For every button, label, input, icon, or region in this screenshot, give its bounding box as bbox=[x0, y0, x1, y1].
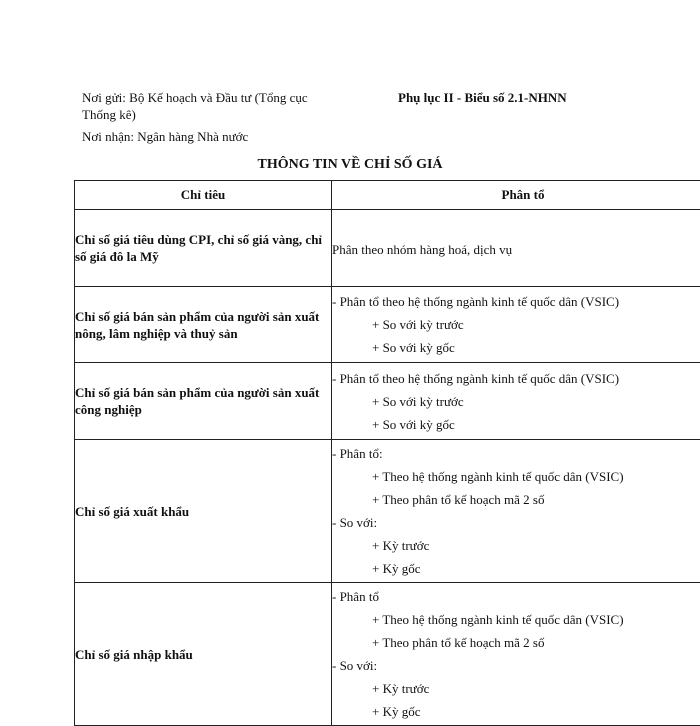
column-header-indicator: Chỉ tiêu bbox=[75, 181, 332, 210]
breakdown-line: + Kỳ gốc bbox=[332, 700, 700, 723]
indicator-cell: Chỉ số giá xuất khẩu bbox=[75, 440, 332, 583]
indicator-cell: Chỉ số giá bán sản phẩm của người sản xuất nông, lâm nghiệp và thuỷ sản bbox=[75, 287, 332, 363]
breakdown-line: + Kỳ trước bbox=[332, 534, 700, 557]
breakdown-line: + Theo phân tổ kế hoạch mã 2 số bbox=[332, 488, 700, 511]
breakdown-line: + So với kỳ trước bbox=[332, 390, 700, 413]
table-header-row bbox=[75, 181, 700, 210]
appendix-label: Phụ lục II - Biểu số 2.1-NHNN bbox=[398, 89, 567, 106]
breakdown-line: + So với kỳ trước bbox=[332, 313, 700, 336]
breakdown-line: Phân theo nhóm hàng hoá, dịch vụ bbox=[332, 238, 700, 261]
breakdown-line: + Theo hệ thống ngành kinh tế quốc dân (VSIC) bbox=[332, 608, 700, 631]
indicator-cell: Chỉ số giá bán sản phẩm của người sản xuất công nghiệp bbox=[75, 363, 332, 440]
breakdown-line: - So với: bbox=[332, 511, 700, 534]
breakdown-line: - Phân tổ bbox=[332, 585, 700, 608]
breakdown-cell bbox=[332, 583, 700, 726]
indicator-cell: Chỉ số giá tiêu dùng CPI, chỉ số giá vàng, chỉ số giá đô la Mỹ bbox=[75, 210, 332, 287]
breakdown-line: - So với: bbox=[332, 654, 700, 677]
table-row bbox=[75, 210, 700, 287]
table-row bbox=[75, 287, 700, 363]
price-index-table bbox=[74, 180, 700, 726]
breakdown-cell bbox=[332, 440, 700, 583]
breakdown-cell bbox=[332, 210, 700, 287]
receiver-text: Nơi nhận: Ngân hàng Nhà nước bbox=[82, 128, 248, 145]
table-row bbox=[75, 363, 700, 440]
breakdown-line: - Phân tổ theo hệ thống ngành kinh tế quốc dân (VSIC) bbox=[332, 290, 700, 313]
breakdown-cell bbox=[332, 363, 700, 440]
breakdown-line: + Theo hệ thống ngành kinh tế quốc dân (VSIC) bbox=[332, 465, 700, 488]
column-header-breakdown: Phân tổ bbox=[332, 181, 700, 210]
breakdown-line: - Phân tổ theo hệ thống ngành kinh tế quốc dân (VSIC) bbox=[332, 367, 700, 390]
table-row bbox=[75, 583, 700, 726]
breakdown-line: - Phân tổ: bbox=[332, 442, 700, 465]
breakdown-cell bbox=[332, 287, 700, 363]
indicator-cell: Chỉ số giá nhập khẩu bbox=[75, 583, 332, 726]
breakdown-line: + So với kỳ gốc bbox=[332, 413, 700, 436]
breakdown-line: + Kỳ gốc bbox=[332, 557, 700, 580]
document-title: THÔNG TIN VỀ CHỈ SỐ GIÁ bbox=[0, 157, 700, 173]
breakdown-line: + Theo phân tổ kế hoạch mã 2 số bbox=[332, 631, 700, 654]
table-row bbox=[75, 440, 700, 583]
breakdown-line: + Kỳ trước bbox=[332, 677, 700, 700]
breakdown-line: + So với kỳ gốc bbox=[332, 336, 700, 359]
sender-text: Nơi gửi: Bộ Kế hoạch và Đầu tư (Tổng cục Thống kê) bbox=[82, 89, 342, 123]
